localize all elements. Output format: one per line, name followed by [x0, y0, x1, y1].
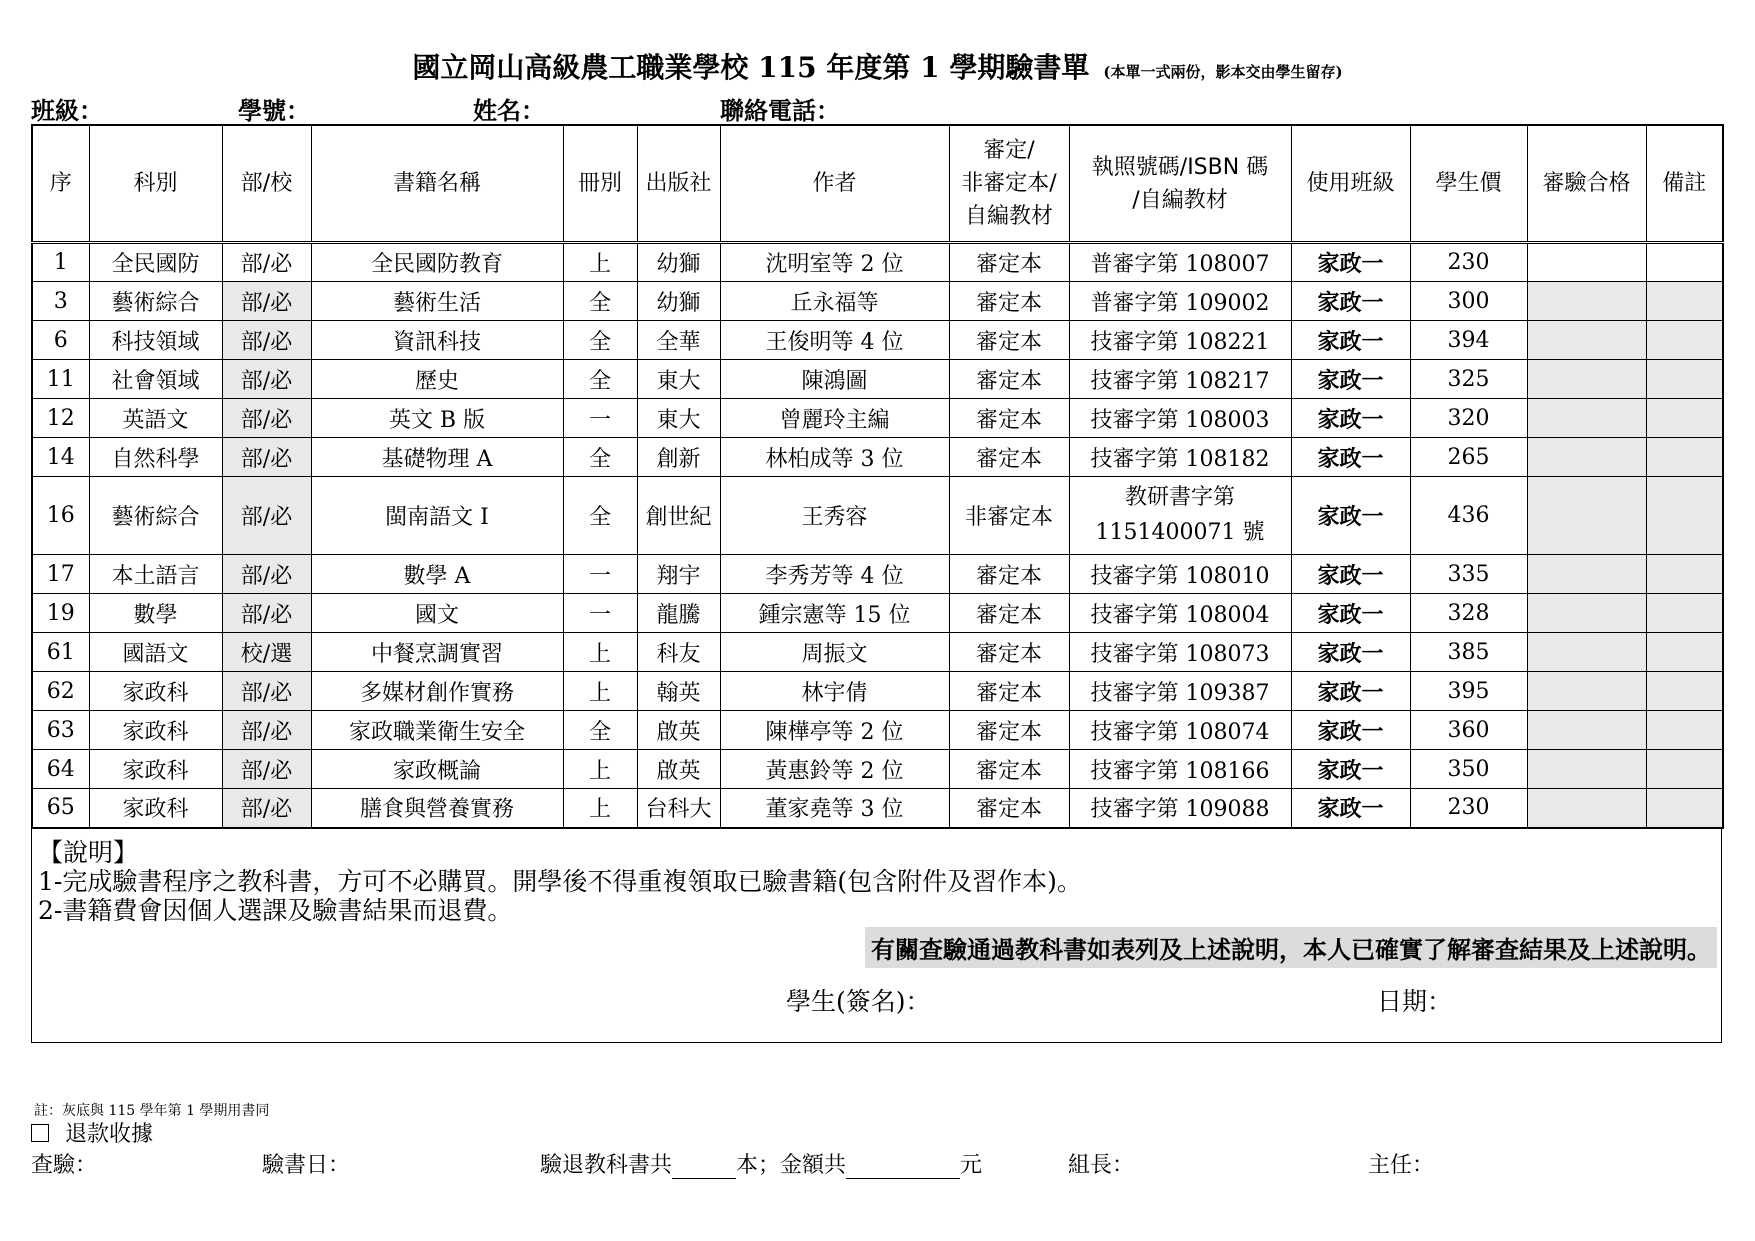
phone-field-label: 聯絡電話：: [720, 97, 840, 125]
cell-dept: 部/必: [222, 789, 311, 828]
currency-label: 元: [960, 1153, 983, 1178]
cell-author: 黃惠鈴等 2 位: [720, 750, 949, 789]
cell-author: 林柏成等 3 位: [720, 438, 949, 477]
cell-author: 沈明室等 2 位: [720, 243, 949, 282]
cell-volume: 全: [563, 711, 637, 750]
cell-approval: 審定本: [949, 711, 1069, 750]
cell-subject: 藝術綜合: [89, 477, 222, 555]
cell-class: 家政一: [1291, 321, 1410, 360]
cell-volume: 上: [563, 750, 637, 789]
cell-pass[interactable]: [1527, 672, 1646, 711]
cell-volume: 全: [563, 321, 637, 360]
table-row: [32, 477, 1723, 555]
col-header-license-line2: /自編教材: [1132, 187, 1228, 213]
notes-box: [31, 829, 1722, 1043]
cell-price: 350: [1410, 750, 1527, 789]
cell-remark[interactable]: [1646, 789, 1723, 828]
cell-dept: 部/必: [222, 282, 311, 321]
cell-subject: 數學: [89, 594, 222, 633]
col-header-license-line1: 執照號碼/ISBN 碼: [1091, 154, 1269, 180]
cell-remark[interactable]: [1646, 438, 1723, 477]
table-row: [32, 750, 1723, 789]
cell-seq: 17: [32, 555, 89, 594]
cell-book: 基礎物理 A: [311, 438, 563, 477]
cell-pass[interactable]: [1527, 477, 1646, 555]
cell-author: 陳鴻圖: [720, 360, 949, 399]
table-row: [32, 360, 1723, 399]
table-row: [32, 555, 1723, 594]
cell-license: 技審字第 108004: [1069, 594, 1291, 633]
col-header-book: 書籍名稱: [311, 125, 563, 243]
cell-price: 394: [1410, 321, 1527, 360]
cell-publisher: 全華: [637, 321, 720, 360]
cell-book: 閩南語文 I: [311, 477, 563, 555]
cell-volume: 一: [563, 399, 637, 438]
table-row: [32, 633, 1723, 672]
cell-dept: 部/必: [222, 477, 311, 555]
cell-approval: 非審定本: [949, 477, 1069, 555]
cell-pass[interactable]: [1527, 438, 1646, 477]
cell-pass[interactable]: [1527, 750, 1646, 789]
cell-license: 技審字第 108074: [1069, 711, 1291, 750]
cell-approval: 審定本: [949, 555, 1069, 594]
cell-pass[interactable]: [1527, 360, 1646, 399]
cell-book: 中餐烹調實習: [311, 633, 563, 672]
cell-subject: 國語文: [89, 633, 222, 672]
cell-class: 家政一: [1291, 243, 1410, 282]
cell-approval: 審定本: [949, 321, 1069, 360]
cell-remark[interactable]: [1646, 711, 1723, 750]
cell-author: 曾麗玲主編: [720, 399, 949, 438]
cell-volume: 全: [563, 438, 637, 477]
cell-seq: 64: [32, 750, 89, 789]
cell-dept: 部/必: [222, 750, 311, 789]
cell-seq: 63: [32, 711, 89, 750]
cell-price: 230: [1410, 789, 1527, 828]
cell-class: 家政一: [1291, 672, 1410, 711]
cell-subject: 英語文: [89, 399, 222, 438]
col-header-subject: 科別: [89, 125, 222, 243]
cell-book: 家政職業衛生安全: [311, 711, 563, 750]
table-row: [32, 672, 1723, 711]
cell-seq: 61: [32, 633, 89, 672]
director-label: 主任：: [1368, 1153, 1435, 1178]
cell-approval: 審定本: [949, 789, 1069, 828]
returned-amount-blank[interactable]: [846, 1156, 960, 1179]
cell-book: 家政概論: [311, 750, 563, 789]
col-header-publisher: 出版社: [637, 125, 720, 243]
col-header-volume: 冊別: [563, 125, 637, 243]
col-header-approval-line2: 非審定本/: [961, 171, 1057, 196]
cell-pass[interactable]: [1527, 399, 1646, 438]
cell-class: 家政一: [1291, 633, 1410, 672]
cell-license: 技審字第 108182: [1069, 438, 1291, 477]
refund-receipt-label: 退款收據: [65, 1122, 154, 1147]
cell-license: 技審字第 108217: [1069, 360, 1291, 399]
cell-class: 家政一: [1291, 555, 1410, 594]
notes-line-1: 1-完成驗書程序之教科書，方可不必購買。開學後不得重複領取已驗書籍(包含附件及習作本)。: [38, 867, 1082, 896]
cell-class: 家政一: [1291, 750, 1410, 789]
cell-approval: 審定本: [949, 243, 1069, 282]
cell-volume: 上: [563, 789, 637, 828]
cell-license: 技審字第 109387: [1069, 672, 1291, 711]
grey-cell-footnote: 註：灰底與 115 學年第 1 學期用書同: [34, 1103, 270, 1119]
check-date-label: 驗書日：: [262, 1153, 351, 1178]
cell-price: 436: [1410, 477, 1527, 555]
cell-publisher: 台科大: [637, 789, 720, 828]
cell-volume: 一: [563, 555, 637, 594]
cell-book: 歷史: [311, 360, 563, 399]
cell-price: 300: [1410, 282, 1527, 321]
cell-license: 教研書字第 1151400071 號: [1069, 477, 1291, 555]
cell-subject: 本土語言: [89, 555, 222, 594]
cell-volume: 一: [563, 594, 637, 633]
table-row: [32, 282, 1723, 321]
cell-dept: 部/必: [222, 711, 311, 750]
col-header-approval-line1: 審定/: [983, 138, 1035, 163]
refund-checkbox[interactable]: [31, 1124, 49, 1142]
cell-subject: 家政科: [89, 711, 222, 750]
cell-publisher: 啟英: [637, 711, 720, 750]
cell-author: 丘永福等: [720, 282, 949, 321]
table-row: [32, 243, 1723, 282]
cell-pass[interactable]: [1527, 555, 1646, 594]
table-header-row: [32, 125, 1723, 243]
cell-license: 普審字第 109002: [1069, 282, 1291, 321]
cell-remark[interactable]: [1646, 321, 1723, 360]
cell-license: 技審字第 108073: [1069, 633, 1291, 672]
cell-approval: 審定本: [949, 594, 1069, 633]
cell-price: 325: [1410, 360, 1527, 399]
cell-license: 技審字第 108003: [1069, 399, 1291, 438]
cell-class: 家政一: [1291, 789, 1410, 828]
cell-seq: 65: [32, 789, 89, 828]
col-header-author: 作者: [720, 125, 949, 243]
cell-seq: 1: [32, 243, 89, 282]
cell-price: 395: [1410, 672, 1527, 711]
inspect-label: 查驗：: [31, 1153, 98, 1178]
cell-subject: 自然科學: [89, 438, 222, 477]
cell-publisher: 科友: [637, 633, 720, 672]
leader-label: 組長：: [1068, 1153, 1135, 1178]
cell-pass[interactable]: [1527, 594, 1646, 633]
cell-seq: 62: [32, 672, 89, 711]
cell-approval: 審定本: [949, 438, 1069, 477]
cell-seq: 14: [32, 438, 89, 477]
cell-book: 膳食與營養實務: [311, 789, 563, 828]
cell-subject: 家政科: [89, 672, 222, 711]
col-header-approval-line3: 自編教材: [964, 204, 1053, 229]
textbook-table: [31, 124, 1724, 829]
cell-book: 多媒材創作實務: [311, 672, 563, 711]
cell-license: 技審字第 108166: [1069, 750, 1291, 789]
name-field-label: 姓名：: [473, 97, 545, 125]
cell-book: 英文 B 版: [311, 399, 563, 438]
cell-book: 藝術生活: [311, 282, 563, 321]
cell-author: 林宇倩: [720, 672, 949, 711]
cell-remark[interactable]: [1646, 633, 1723, 672]
cell-book: 全民國防教育: [311, 243, 563, 282]
cell-subject: 藝術綜合: [89, 282, 222, 321]
cell-remark[interactable]: [1646, 243, 1723, 282]
date-label: 日期：: [1377, 987, 1453, 1016]
cell-publisher: 翰英: [637, 672, 720, 711]
cell-publisher: 東大: [637, 360, 720, 399]
notes-line-2: 2-書籍費會因個人選課及驗書結果而退費。: [38, 896, 513, 925]
cell-author: 陳樺亭等 2 位: [720, 711, 949, 750]
cell-license: 技審字第 108010: [1069, 555, 1291, 594]
cell-remark[interactable]: [1646, 555, 1723, 594]
cell-pass[interactable]: [1527, 633, 1646, 672]
cell-class: 家政一: [1291, 594, 1410, 633]
cell-license: 普審字第 108007: [1069, 243, 1291, 282]
cell-class: 家政一: [1291, 438, 1410, 477]
cell-price: 360: [1410, 711, 1527, 750]
cell-dept: 部/必: [222, 555, 311, 594]
cell-dept: 部/必: [222, 438, 311, 477]
cell-seq: 3: [32, 282, 89, 321]
cell-dept: 部/必: [222, 321, 311, 360]
cell-publisher: 幼獅: [637, 243, 720, 282]
cell-publisher: 啟英: [637, 750, 720, 789]
cell-approval: 審定本: [949, 399, 1069, 438]
col-header-approval: [949, 125, 1069, 243]
table-row: [32, 711, 1723, 750]
cell-price: 335: [1410, 555, 1527, 594]
student-signature-label: 學生(簽名)：: [786, 987, 931, 1016]
cell-pass[interactable]: [1527, 243, 1646, 282]
cell-subject: 社會領域: [89, 360, 222, 399]
table-row: [32, 789, 1723, 828]
cell-seq: 16: [32, 477, 89, 555]
returned-count-blank[interactable]: [672, 1156, 736, 1179]
cell-approval: 審定本: [949, 282, 1069, 321]
col-header-remark: 備註: [1646, 125, 1723, 243]
col-header-pass: 審驗合格: [1527, 125, 1646, 243]
cell-class: 家政一: [1291, 360, 1410, 399]
cell-publisher: 幼獅: [637, 282, 720, 321]
col-header-price: 學生價: [1410, 125, 1527, 243]
cell-remark[interactable]: [1646, 750, 1723, 789]
cell-price: 328: [1410, 594, 1527, 633]
cell-dept: 部/必: [222, 672, 311, 711]
acknowledgement-statement: 有關查驗通過教科書如表列及上述說明，本人已確實了解審查結果及上述說明。: [865, 927, 1717, 968]
cell-class: 家政一: [1291, 282, 1410, 321]
col-header-seq: 序: [32, 125, 89, 243]
cell-volume: 全: [563, 360, 637, 399]
table-row: [32, 321, 1723, 360]
cell-pass[interactable]: [1527, 789, 1646, 828]
table-row: [32, 399, 1723, 438]
cell-pass[interactable]: [1527, 282, 1646, 321]
cell-volume: 全: [563, 477, 637, 555]
table-body: [32, 243, 1723, 828]
cell-seq: 12: [32, 399, 89, 438]
form-title: [0, 46, 1755, 86]
cell-publisher: 東大: [637, 399, 720, 438]
cell-subject: 家政科: [89, 750, 222, 789]
cell-volume: 上: [563, 633, 637, 672]
cell-remark[interactable]: [1646, 594, 1723, 633]
cell-dept: 部/必: [222, 399, 311, 438]
cell-author: 鍾宗憲等 15 位: [720, 594, 949, 633]
cell-remark[interactable]: [1646, 399, 1723, 438]
table-row: [32, 594, 1723, 633]
cell-pass[interactable]: [1527, 321, 1646, 360]
cell-author: 周振文: [720, 633, 949, 672]
cell-seq: 6: [32, 321, 89, 360]
cell-publisher: 創新: [637, 438, 720, 477]
cell-subject: 家政科: [89, 789, 222, 828]
class-field-label: 班級：: [31, 97, 103, 125]
col-header-dept: 部/校: [222, 125, 311, 243]
cell-remark[interactable]: [1646, 360, 1723, 399]
cell-dept: 部/必: [222, 594, 311, 633]
refund-receipt: [31, 1117, 153, 1148]
cell-subject: 全民國防: [89, 243, 222, 282]
cell-price: 320: [1410, 399, 1527, 438]
cell-volume: 上: [563, 243, 637, 282]
cell-volume: 上: [563, 672, 637, 711]
cell-book: 數學 A: [311, 555, 563, 594]
cell-book: 資訊科技: [311, 321, 563, 360]
cell-author: 王秀容: [720, 477, 949, 555]
cell-approval: 審定本: [949, 672, 1069, 711]
cell-book: 國文: [311, 594, 563, 633]
cell-publisher: 翔宇: [637, 555, 720, 594]
cell-pass[interactable]: [1527, 711, 1646, 750]
col-header-license: [1069, 125, 1291, 243]
cell-publisher: 龍騰: [637, 594, 720, 633]
cell-remark[interactable]: [1646, 282, 1723, 321]
table-row: [32, 438, 1723, 477]
cell-seq: 19: [32, 594, 89, 633]
student-id-field-label: 學號：: [238, 97, 310, 125]
cell-remark[interactable]: [1646, 477, 1723, 555]
cell-price: 385: [1410, 633, 1527, 672]
cell-author: 王俊明等 4 位: [720, 321, 949, 360]
cell-approval: 審定本: [949, 750, 1069, 789]
form-title-text: 國立岡山高級農工職業學校 115 年度第 1 學期驗書單: [412, 51, 1090, 84]
cell-price: 230: [1410, 243, 1527, 282]
cell-volume: 全: [563, 282, 637, 321]
col-header-class: 使用班級: [1291, 125, 1410, 243]
notes-heading: 【說明】: [38, 838, 139, 867]
cell-author: 董家堯等 3 位: [720, 789, 949, 828]
cell-license: 技審字第 108221: [1069, 321, 1291, 360]
cell-remark[interactable]: [1646, 672, 1723, 711]
cell-author: 李秀芳等 4 位: [720, 555, 949, 594]
cell-dept: 校/選: [222, 633, 311, 672]
cell-class: 家政一: [1291, 399, 1410, 438]
cell-seq: 11: [32, 360, 89, 399]
form-title-note: (本單一式兩份，影本交由學生留存): [1103, 63, 1343, 81]
cell-subject: 科技領域: [89, 321, 222, 360]
returned-amount-label: 本；金額共: [736, 1153, 847, 1178]
cell-class: 家政一: [1291, 711, 1410, 750]
cell-license: 技審字第 109088: [1069, 789, 1291, 828]
returned-books-prefix: 驗退教科書共: [540, 1153, 673, 1178]
returned-books-line: [540, 1148, 982, 1179]
cell-class: 家政一: [1291, 477, 1410, 555]
cell-approval: 審定本: [949, 633, 1069, 672]
cell-dept: 部/必: [222, 360, 311, 399]
cell-publisher: 創世紀: [637, 477, 720, 555]
cell-approval: 審定本: [949, 360, 1069, 399]
cell-dept: 部/必: [222, 243, 311, 282]
cell-price: 265: [1410, 438, 1527, 477]
